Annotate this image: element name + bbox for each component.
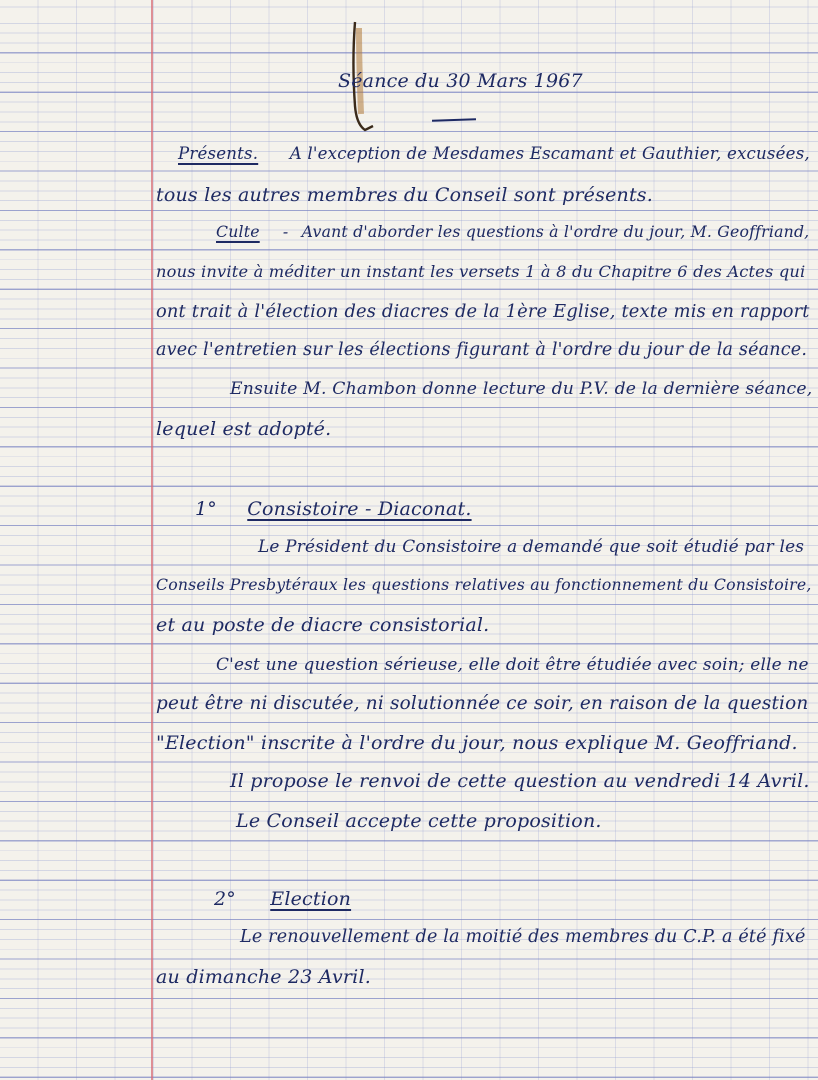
section-1-line-5: peut être ni discutée, ni solutionnée ce soir, en raison de la question xyxy=(156,693,809,714)
section-1-number: 1° xyxy=(195,498,217,520)
culte-line-1-text: Avant d'aborder les questions à l'ordre du jour, M. Geoffriand, xyxy=(301,222,810,241)
culte-line-6: lequel est adopté. xyxy=(156,418,332,440)
section-1-line-3: et au poste de diacre consistorial. xyxy=(156,614,490,636)
session-title: Séance du 30 Mars 1967 xyxy=(338,70,583,92)
section-2-heading: Election xyxy=(270,888,352,910)
margin-line xyxy=(151,0,153,1080)
culte-line-5: Ensuite M. Chambon donne lecture du P.V. de la dernière séance, xyxy=(230,379,813,399)
section-1-heading: Consistoire - Diaconat. xyxy=(247,498,472,520)
section-1-line-6: "Election" inscrite à l'ordre du jour, nous explique M. Geoffriand. xyxy=(156,732,798,754)
section-1-line-2: Conseils Presbytéraux les questions relatives au fonctionnement du Consistoire, xyxy=(156,575,812,594)
section-1-line-8: Le Conseil accepte cette proposition. xyxy=(236,810,602,832)
section-1-line-7: Il propose le renvoi de cette question au vendredi 14 Avril. xyxy=(230,770,810,792)
culte-line-2: nous invite à méditer un instant les versets 1 à 8 du Chapitre 6 des Actes qui xyxy=(156,262,806,281)
presence-line-2: tous les autres membres du Conseil sont présents. xyxy=(156,184,653,206)
culte-line-1: Culte - Avant d'aborder les questions à l'ordre du jour, M. Geoffriand, xyxy=(216,222,810,241)
section-2-line-1: Le renouvellement de la moitié des membres du C.P. a été fixé xyxy=(240,927,806,947)
section-2-number: 2° xyxy=(214,888,236,910)
section-1-line-4: C'est une question sérieuse, elle doit être étudiée avec soin; elle ne xyxy=(216,654,809,674)
culte-line-3: ont trait à l'élection des diacres de la 1ère Eglise, texte mis en rapport xyxy=(156,301,810,322)
section-1-line-1: Le Président du Consistoire a demandé que soit étudié par les xyxy=(258,536,805,556)
section-2-line-2: au dimanche 23 Avril. xyxy=(156,966,371,988)
presence-label: Présents. xyxy=(178,144,259,163)
presence-line-1 xyxy=(178,146,810,163)
culte-label: Culte xyxy=(216,222,260,241)
culte-line-4: avec l'entretien sur les élections figurant à l'ordre du jour de la séance. xyxy=(156,340,808,360)
section-2-heading-line xyxy=(214,890,351,909)
presence-line-1-text: A l'exception de Mesdames Escamant et Gauthier, excusées, xyxy=(289,144,810,163)
title-underline xyxy=(432,118,476,122)
section-1-heading-line xyxy=(195,500,472,519)
